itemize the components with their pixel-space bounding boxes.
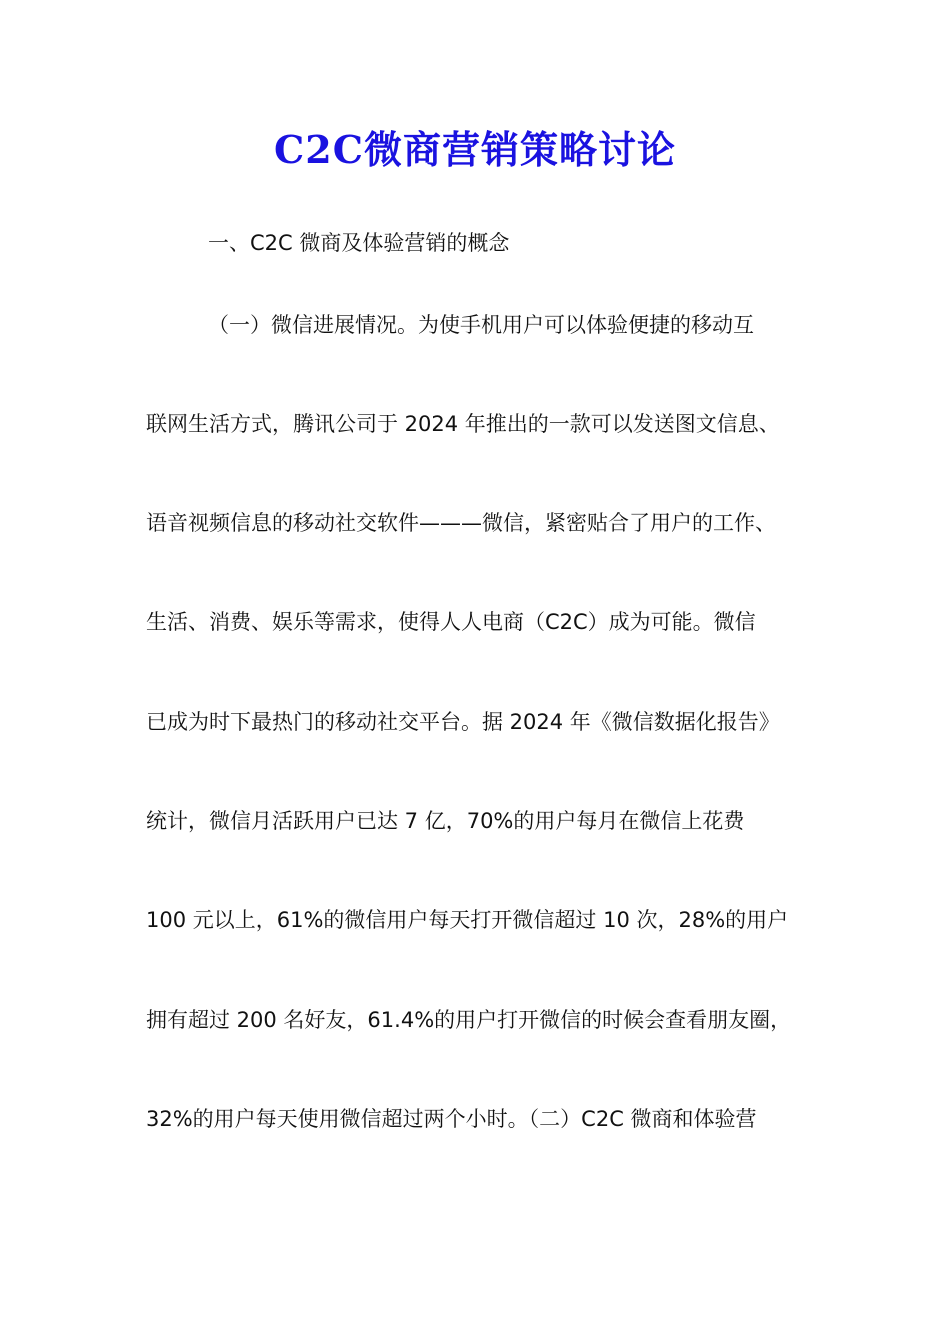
document-title: C2C微商营销策略讨论 — [274, 127, 676, 172]
paragraph-line: 32%的用户每天使用微信超过两个小时。（二）C2C 微商和体验营 — [146, 1107, 757, 1131]
section-heading: 一、C2C 微商及体验营销的概念 — [208, 231, 510, 255]
paragraph-line: 拥有超过 200 名好友，61.4%的用户打开微信的时候会查看朋友圈， — [146, 1008, 792, 1032]
paragraph-line: 联网生活方式，腾讯公司于 2024 年推出的一款可以发送图文信息、 — [146, 412, 780, 436]
paragraph-line: 语音视频信息的移动社交软件———微信，紧密贴合了用户的工作、 — [146, 511, 776, 535]
paragraph-line: 100 元以上，61%的微信用户每天打开微信超过 10 次，28%的用户 — [146, 908, 789, 932]
paragraph-line: （一）微信进展情况。为使手机用户可以体验便捷的移动互 — [208, 313, 754, 337]
paragraph-line: 已成为时下最热门的移动社交平台。据 2024 年《微信数据化报告》 — [146, 710, 780, 734]
paragraph-line: 统计，微信月活跃用户已达 7 亿，70%的用户每月在微信上花费 — [146, 809, 745, 833]
paragraph-line: 生活、消费、娱乐等需求，使得人人电商（C2C）成为可能。微信 — [146, 610, 756, 634]
